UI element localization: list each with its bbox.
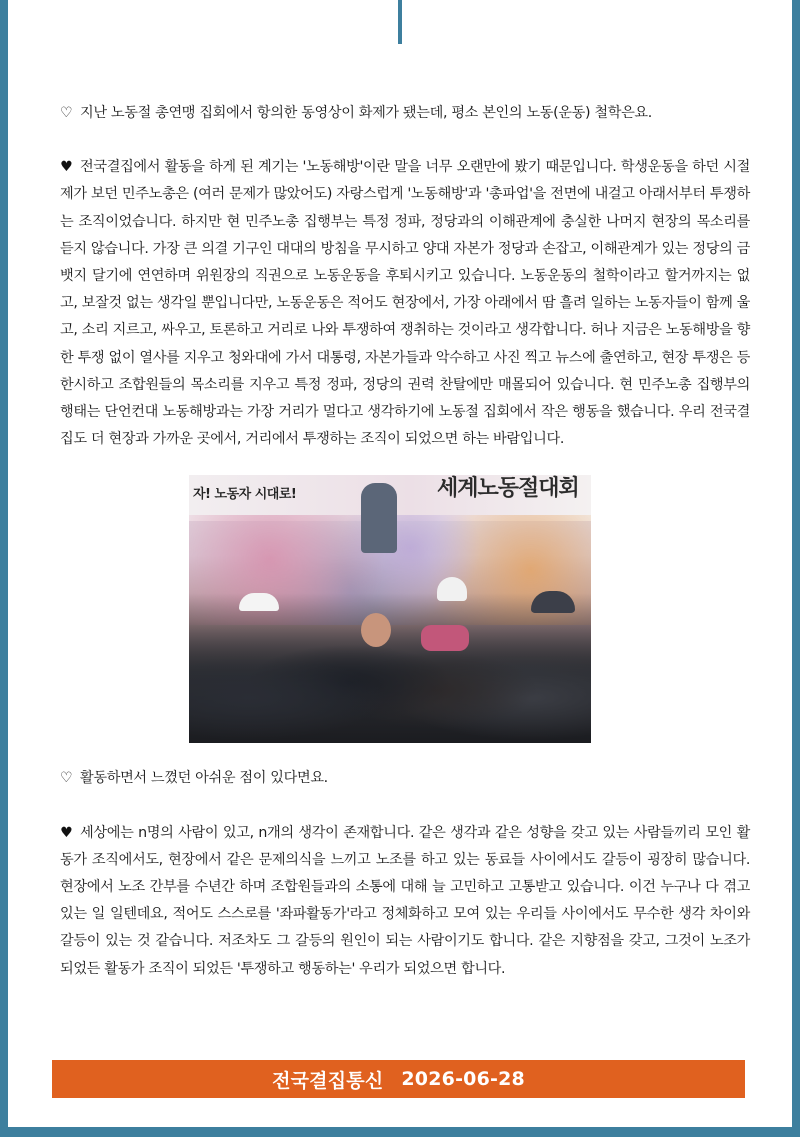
heart-outline-icon: ♡ (60, 105, 73, 121)
top-divider-tick (398, 0, 402, 44)
footer-date: 2026-06-28 (401, 1068, 525, 1090)
heart-filled-icon: ♥ (60, 824, 73, 841)
photo-dark-cap (531, 591, 575, 613)
photo-banner-right-text: 세계노동절대회 (437, 476, 579, 502)
question-1-text: 지난 노동절 총연맹 집회에서 항의한 동영상이 화제가 됐는데, 평소 본인의 노동(운동) 철학은요. (80, 105, 652, 121)
interview-content (60, 100, 750, 983)
answer-1 (60, 154, 750, 453)
question-1 (60, 100, 750, 127)
photo-white-cap (239, 593, 279, 611)
photo-crowd (189, 593, 591, 743)
photo-banner-left-text: 자! 노동자 시대로! (193, 487, 297, 503)
answer-1-text: 전국결집에서 활동을 하게 된 계기는 '노동해방'이란 말을 너무 오랜만에 봤기 때문입니다. 학생운동을 하던 시절 제가 보던 민주노총은 (여러 문제가 많았어도) 자랑스럽게 '노동해방'과 '총파업'을 전면에 내걸고 아래서부터 투쟁하는 조직이었습니다. 하지만 현 민주노총 집행부는 특정 정파, 정당과의 이해관계에 충실한 나머지 현장의 목소리를 듣지 않습니다. 가장 큰 의결 기구인 대대의 방침을 무시하고 양대 자본가 정당과 손잡고, 이해관계가 있는 정당의 금뱃지 달기에 연연하며 위원장의 직권으로 노동운동을 후퇴시키고 있습니다. 노동운동의 철학이라고 할거까지는 없고, 보잘것 없는 생각일 뿐입니다만, 노동운동은 적어도 현장에서, 가장 아래에서 땀 흘려 일하는 노동자들이 함께 울고, 소리 지르고, 싸우고, 토론하고 거리로 나와 투쟁하여 쟁취하는 것이라고 생각합니다. 허나 지금은 노동해방을 향한 투쟁 없이 열사를 지우고 청와대에 가서 대통령, 자본가들과 악수하고 사진 찍고 뉴스에 출연하고, 현장 투쟁은 등한시하고 조합원들의 목소리를 지우고 특정 정파, 정당의 권력 찬탈에만 매몰되어 있습니다. 현 민주노총 집행부의 행태는 단언컨대 노동해방과는 가장 거리가 멀다고 생각하기에 노동절 집회에서 작은 행동을 했습니다. 우리 전국결집도 더 현장과 가까운 곳에서, 거리에서 투쟁하는 조직이 되었으면 하는 바람입니다. (60, 159, 750, 448)
question-2 (60, 765, 750, 792)
answer-2 (60, 820, 750, 983)
answer-2-text: 세상에는 n명의 사람이 있고, n개의 생각이 존재합니다. 같은 생각과 같은 성향을 갖고 있는 사람들끼리 모인 활동가 조직에서도, 현장에서 같은 문제의식을 느끼고 노조를 하고 있는 동료들 사이에서도 갈등이 굉장히 많습니다. 현장에서 노조 간부를 수년간 하며 조합원들과의 소통에 대해 늘 고민하고 고통받고 있습니다. 이건 누구나 다 겪고 있는 일 일텐데요, 적어도 스스로를 '좌파활동가'라고 정체화하고 모여 있는 우리들 사이에서도 무수한 생각 차이와 갈등이 있는 것 같습니다. 저조차도 그 갈등의 원인이 되는 사람이기도 합니다. 같은 지향점을 갖고, 그것이 노조가 되었든 활동가 조직이 되었든 '투쟁하고 행동하는' 우리가 되었으면 합니다. (60, 824, 750, 977)
photo-pink-scarf (421, 625, 469, 651)
heart-outline-icon: ♡ (60, 770, 73, 787)
footer-bar (52, 1060, 745, 1098)
rally-photo (189, 475, 591, 743)
photo-speaker-figure (361, 483, 397, 553)
footer-publication: 전국결집통신 (272, 1069, 384, 1092)
heart-filled-icon: ♥ (60, 159, 73, 176)
question-2-text: 활동하면서 느꼈던 아쉬운 점이 있다면요. (80, 770, 328, 787)
photo-white-cap-2 (437, 577, 467, 601)
